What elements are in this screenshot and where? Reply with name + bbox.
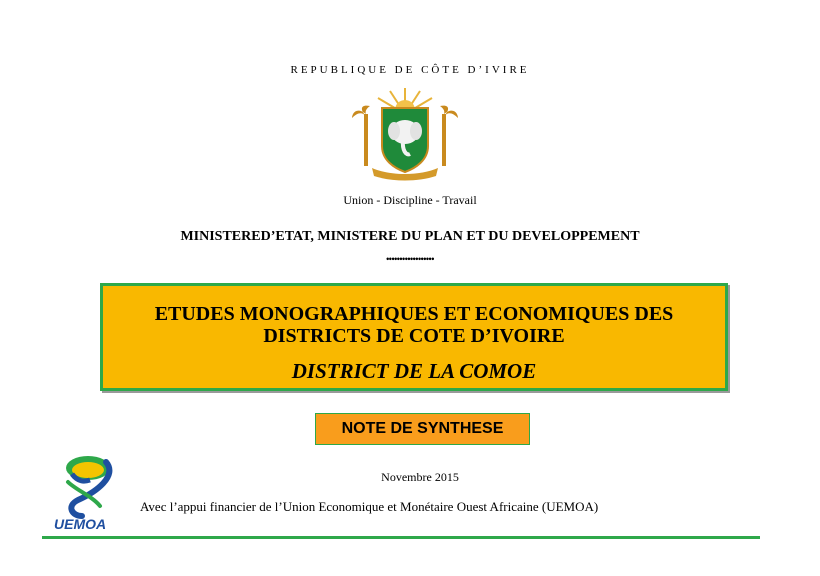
national-motto: Union - Discipline - Travail bbox=[343, 193, 477, 207]
coat-of-arms-icon bbox=[350, 84, 460, 184]
ministry-name: MINISTERED’ETAT, MINISTERE DU PLAN ET DU DEVELOPPEMENT bbox=[180, 229, 640, 244]
financial-support-text: Avec l’appui financier de l’Union Economique et Monétaire Ouest Africaine (UEMOA) bbox=[140, 499, 599, 514]
district-name: DISTRICT DE LA COMOE bbox=[291, 359, 537, 383]
publication-date: Novembre 2015 bbox=[381, 470, 459, 484]
note-de-synthese-label: NOTE DE SYNTHESE bbox=[315, 413, 530, 445]
footer-rule bbox=[42, 536, 760, 539]
separator-dots: •••••••••••••••••• bbox=[386, 254, 434, 264]
title-line-1: ETUDES MONOGRAPHIQUES ET ECONOMIQUES DES bbox=[154, 303, 674, 325]
uemoa-logo-text: UEMOA bbox=[54, 516, 107, 532]
title-line-2: DISTRICTS DE COTE D’IVOIRE bbox=[263, 325, 565, 347]
uemoa-logo-icon bbox=[48, 452, 132, 532]
title-box bbox=[100, 283, 728, 391]
republic-heading: REPUBLIQUE DE CÔTE D’IVIRE bbox=[290, 64, 530, 76]
